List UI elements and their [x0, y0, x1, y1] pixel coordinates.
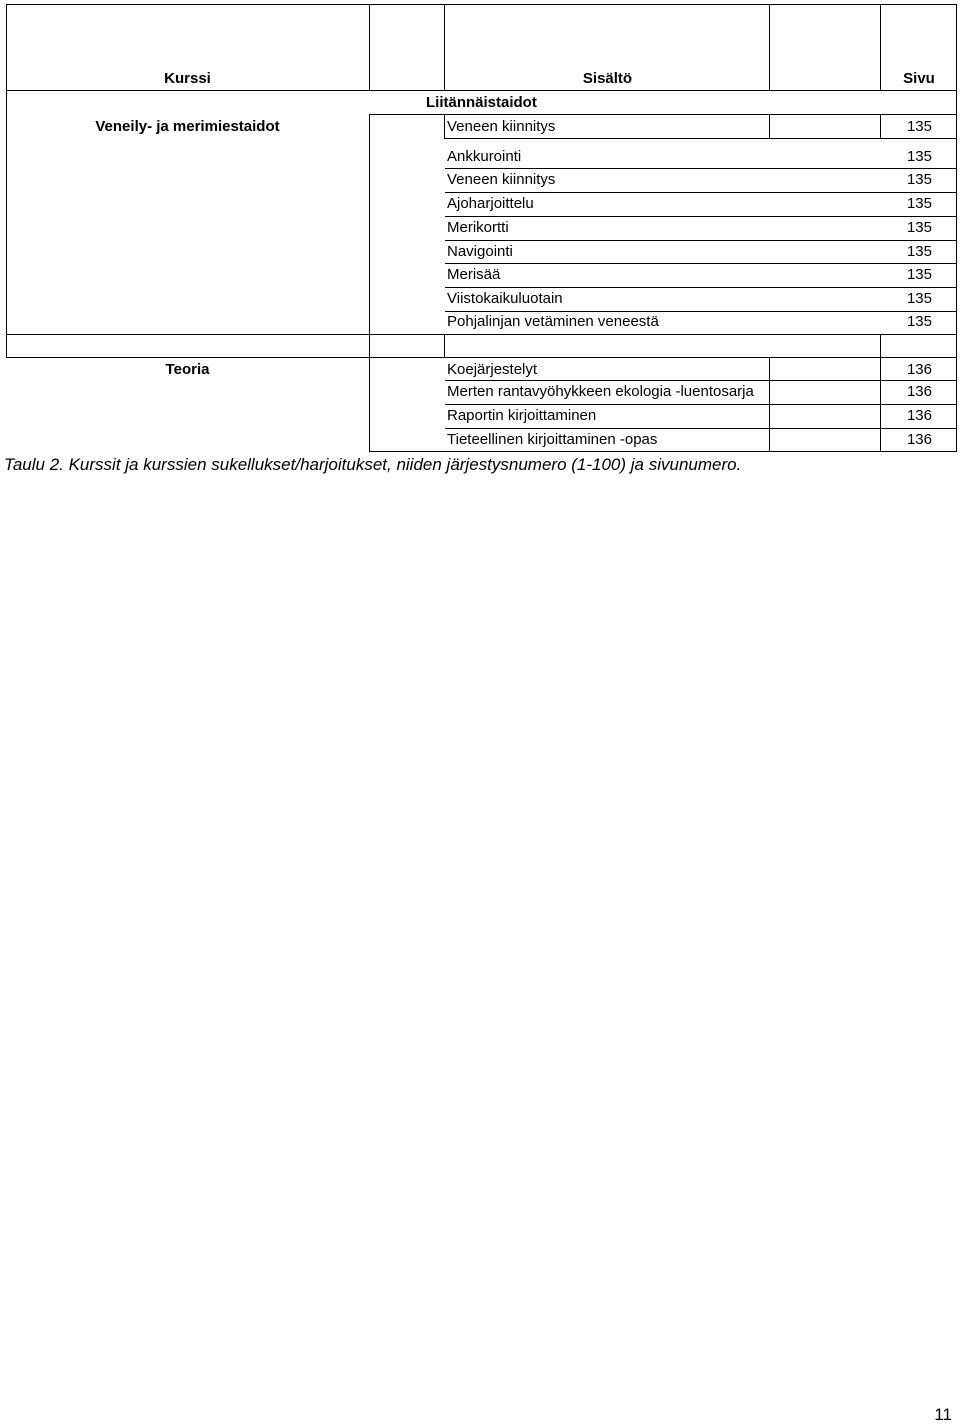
- grid-line: [6, 4, 7, 358]
- table-caption: Taulu 2. Kurssit ja kurssien sukellukset/harjoitukset, niiden järjestysnumero (1-100) ja sivunumero.: [4, 455, 742, 474]
- table-row-page: 135: [906, 290, 932, 307]
- course-name: Veneily- ja merimiestaidot: [95, 118, 280, 135]
- grid-line: [444, 334, 445, 358]
- table-row-page: 135: [906, 243, 932, 260]
- header-kurssi: Kurssi: [164, 70, 211, 87]
- grid-line: [369, 114, 370, 334]
- table-row-content: Viistokaikuluotain: [447, 290, 563, 307]
- table-row-content: Ajoharjoittelu: [447, 195, 534, 212]
- grid-line: [445, 287, 957, 288]
- header-sisalto: Sisältö: [582, 70, 633, 87]
- table-row-page: 135: [906, 148, 932, 165]
- grid-line: [6, 90, 957, 91]
- table-row-page: 136: [906, 431, 932, 448]
- grid-line: [445, 168, 957, 169]
- grid-line: [369, 334, 370, 358]
- table-row-content: Ankkurointi: [447, 148, 522, 165]
- grid-line: [369, 451, 957, 452]
- grid-line: [6, 4, 957, 5]
- table-row-page: 136: [906, 407, 932, 424]
- grid-line: [369, 357, 370, 452]
- table-row-content: Pohjalinjan vetäminen veneestä: [447, 313, 659, 330]
- table-row-page: 135: [906, 313, 932, 330]
- table-row-page: 135: [906, 219, 932, 236]
- grid-line: [6, 357, 957, 358]
- page-number: 11: [934, 1405, 952, 1424]
- table-row-content: Veneen kiinnitys: [447, 118, 556, 135]
- grid-line: [769, 357, 770, 452]
- header-sivu: Sivu: [903, 70, 935, 87]
- grid-line: [369, 4, 370, 91]
- table-row-page: 136: [906, 361, 932, 378]
- table-row-content: Raportin kirjoittaminen: [447, 407, 597, 424]
- table-row-page: 135: [906, 195, 932, 212]
- table-row-content: Merisää: [447, 266, 501, 283]
- table-row-content: Tieteellinen kirjoittaminen -opas: [447, 431, 658, 448]
- grid-line: [880, 334, 881, 358]
- table-row-content: Merikortti: [447, 219, 509, 236]
- grid-line: [445, 240, 957, 241]
- grid-line: [445, 311, 957, 312]
- table-row-content: Navigointi: [447, 243, 513, 260]
- table-row-content: Merten rantavyöhykkeen ekologia -luentosarja: [447, 383, 754, 400]
- table-row-page: 136: [906, 383, 932, 400]
- table-row-content: Veneen kiinnitys: [447, 171, 556, 188]
- grid-line: [445, 192, 957, 193]
- table-row-page: 135: [906, 171, 932, 188]
- grid-line: [769, 114, 770, 139]
- course-name: Teoria: [165, 361, 210, 378]
- table-row-content: Koejärjestelyt: [447, 361, 538, 378]
- grid-line: [445, 216, 957, 217]
- table-row-page: 135: [906, 118, 932, 135]
- grid-line: [444, 114, 445, 139]
- grid-line: [369, 114, 957, 115]
- grid-line: [6, 334, 957, 335]
- section-title: Liitännäistaidot: [426, 94, 537, 111]
- grid-line: [445, 263, 957, 264]
- table-row-page: 135: [906, 266, 932, 283]
